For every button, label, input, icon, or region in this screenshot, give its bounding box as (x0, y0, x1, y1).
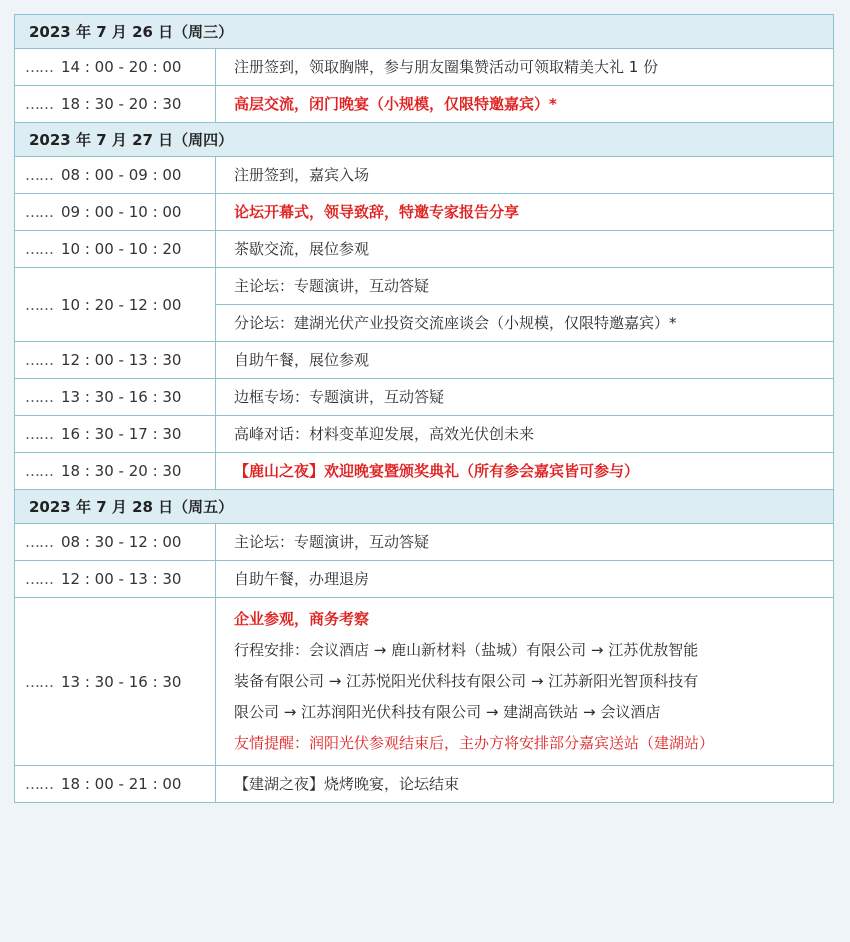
leader-dots: …… (25, 672, 53, 691)
leader-dots: …… (25, 388, 53, 406)
activity-title: 企业参观，商务考察 (234, 610, 370, 628)
time-range: 12 : 00 - 13 : 30 (61, 351, 182, 369)
activity-cell: 论坛开幕式，领导致辞，特邀专家报告分享 (216, 194, 834, 231)
activity-cell: 注册签到，领取胸牌，参与朋友圈集赞活动可领取精美大礼 1 份 (216, 49, 834, 86)
activity-cell: 自助午餐，展位参观 (216, 342, 834, 379)
time-range: 14 : 00 - 20 : 00 (61, 58, 182, 76)
time-cell (15, 598, 216, 766)
schedule-row (15, 157, 834, 194)
itinerary-line: 限公司 → 江苏润阳光伏科技有限公司 → 建湖高铁站 → 会议酒店 (234, 703, 661, 721)
time-range: 10 : 20 - 12 : 00 (61, 295, 182, 314)
time-cell (15, 194, 216, 231)
leader-dots: …… (25, 351, 53, 369)
time-cell (15, 86, 216, 123)
schedule-row (15, 379, 834, 416)
reminder-note: 友情提醒：润阳光伏参观结束后，主办方将安排部分嘉宾送站（建湖站） (234, 734, 715, 752)
schedule-row (15, 49, 834, 86)
itinerary-line: 行程安排：会议酒店 → 鹿山新材料（盐城）有限公司 → 江苏优敖智能 (234, 641, 699, 659)
schedule-row (15, 524, 834, 561)
time-cell (15, 524, 216, 561)
leader-dots: …… (25, 533, 53, 551)
leader-dots: …… (25, 775, 53, 793)
time-range: 12 : 00 - 13 : 30 (61, 570, 182, 588)
activity-cell (216, 598, 834, 766)
time-range: 10 : 00 - 10 : 20 (61, 240, 182, 258)
time-cell (15, 157, 216, 194)
time-range: 13 : 30 - 16 : 30 (61, 388, 182, 406)
time-cell (15, 416, 216, 453)
schedule-row (15, 268, 834, 305)
time-range: 08 : 30 - 12 : 00 (61, 533, 182, 551)
schedule-row (15, 231, 834, 268)
leader-dots: …… (25, 425, 53, 443)
leader-dots: …… (25, 166, 53, 184)
leader-dots: …… (25, 295, 53, 314)
schedule-row (15, 598, 834, 766)
activity-cell: 边框专场：专题演讲，互动答疑 (216, 379, 834, 416)
date-header: 2023 年 7 月 26 日（周三） (15, 15, 834, 49)
time-range: 18 : 30 - 20 : 30 (61, 462, 182, 480)
leader-dots: …… (25, 203, 53, 221)
activity-cell: 主论坛：专题演讲，互动答疑 (216, 524, 834, 561)
date-header-row (15, 15, 834, 49)
date-header: 2023 年 7 月 27 日（周四） (15, 123, 834, 157)
schedule-row (15, 194, 834, 231)
activity-cell: 主论坛：专题演讲，互动答疑 (216, 268, 834, 305)
time-range: 08 : 00 - 09 : 00 (61, 166, 182, 184)
leader-dots: …… (25, 95, 53, 113)
schedule-row (15, 86, 834, 123)
time-cell (15, 379, 216, 416)
time-range: 09 : 00 - 10 : 00 (61, 203, 182, 221)
time-cell (15, 268, 216, 342)
activity-cell: 【鹿山之夜】欢迎晚宴暨颁奖典礼（所有参会嘉宾皆可参与） (216, 453, 834, 490)
activity-cell: 高层交流，闭门晚宴（小规模，仅限特邀嘉宾）* (216, 86, 834, 123)
leader-dots: …… (25, 58, 53, 76)
schedule-row (15, 453, 834, 490)
time-range: 16 : 30 - 17 : 30 (61, 425, 182, 443)
activity-cell: 自助午餐，办理退房 (216, 561, 834, 598)
time-cell (15, 231, 216, 268)
date-header: 2023 年 7 月 28 日（周五） (15, 490, 834, 524)
time-cell (15, 49, 216, 86)
schedule-body (15, 15, 834, 803)
activity-cell: 分论坛：建湖光伏产业投资交流座谈会（小规模，仅限特邀嘉宾）* (216, 305, 834, 342)
time-cell (15, 342, 216, 379)
time-cell (15, 453, 216, 490)
activity-cell: 茶歇交流，展位参观 (216, 231, 834, 268)
activity-cell: 注册签到，嘉宾入场 (216, 157, 834, 194)
schedule-row (15, 342, 834, 379)
date-header-row (15, 490, 834, 524)
schedule-table (14, 14, 834, 803)
activity-cell: 【建湖之夜】烧烤晚宴，论坛结束 (216, 766, 834, 803)
activity-cell: 高峰对话：材料变革迎发展，高效光伏创未来 (216, 416, 834, 453)
schedule-row (15, 766, 834, 803)
leader-dots: …… (25, 462, 53, 480)
time-range: 18 : 00 - 21 : 00 (61, 775, 182, 793)
leader-dots: …… (25, 570, 53, 588)
schedule-row (15, 561, 834, 598)
schedule-row (15, 416, 834, 453)
leader-dots: …… (25, 240, 53, 258)
itinerary-line: 装备有限公司 → 江苏悦阳光伏科技有限公司 → 江苏新阳光智顶科技有 (234, 672, 699, 690)
time-range: 13 : 30 - 16 : 30 (61, 672, 182, 691)
time-cell (15, 766, 216, 803)
time-range: 18 : 30 - 20 : 30 (61, 95, 182, 113)
date-header-row (15, 123, 834, 157)
time-cell (15, 561, 216, 598)
